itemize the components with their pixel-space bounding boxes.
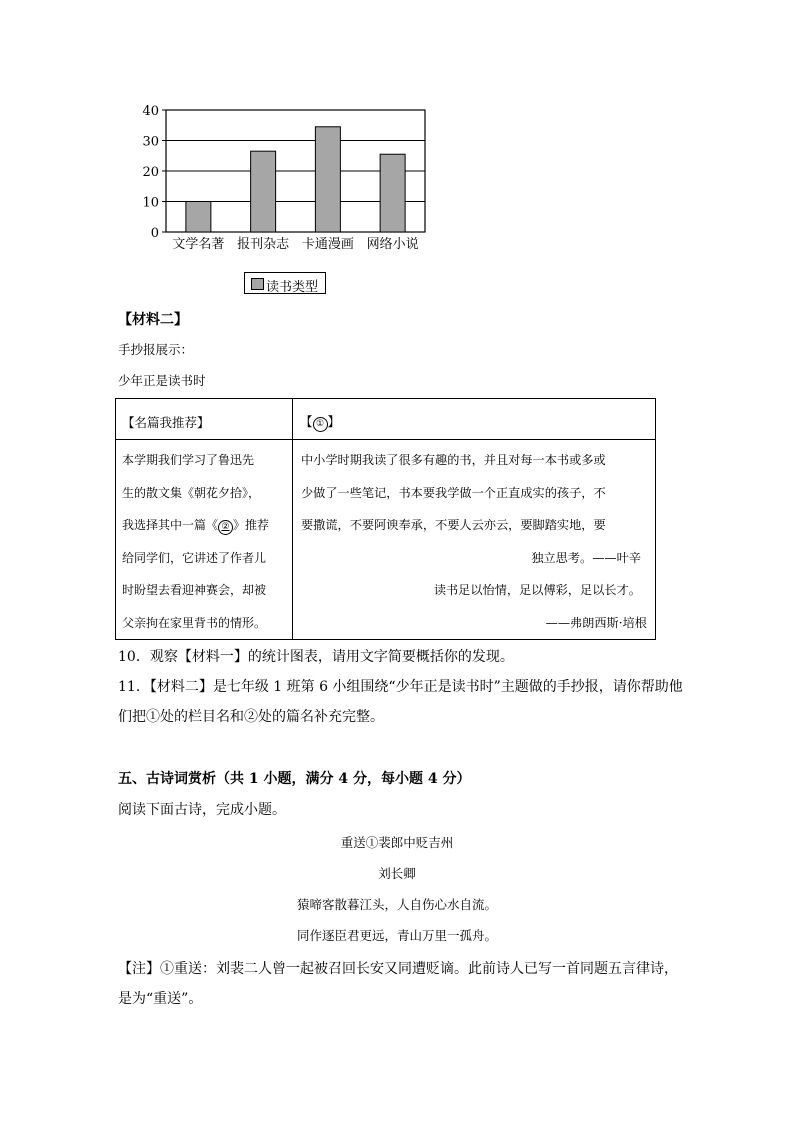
left-body: [116, 440, 292, 639]
quote-end: 独立思考。——叶辛: [531, 550, 641, 565]
left-line: [122, 509, 286, 542]
note-line-1: 【注】①重送：刘裴二人曾一起被召回长安又同遭贬谪。此前诗人已写一首同题五言律诗，: [118, 961, 678, 977]
x-tick-label: 卡通漫画: [301, 237, 354, 252]
quote2: 读书足以怡情，足以傅彩，足以长才。: [433, 583, 641, 597]
x-tick-label: 网络小说: [366, 237, 419, 252]
bar: [315, 127, 340, 232]
left-line: 时盼望去看迎神赛会，却被: [122, 583, 267, 597]
question-11-line2: 们把①处的栏目名和②处的篇名补充完整。: [118, 709, 384, 725]
quote2-author: ——弗朗西斯·培根: [545, 615, 647, 630]
poem-title: 重送①裴郎中贬吉州: [340, 835, 454, 850]
chart-bars: [186, 127, 405, 232]
y-tick-label: 10: [142, 195, 159, 211]
left-line-part: 》推荐: [233, 518, 270, 532]
left-header-cell: [116, 399, 293, 440]
x-tick-label: 报刊杂志: [237, 237, 290, 252]
section5-heading: 五、古诗词赏析（共 1 小题，满分 4 分，每小题 4 分）: [118, 771, 471, 787]
handbill-title: 少年正是读书时: [118, 373, 206, 388]
left-line: 生的散文集《朝花夕拾》，: [122, 485, 261, 500]
quote-line: 少做了一些笔记，书本要我学做一个正直成实的孩子，不: [301, 485, 606, 500]
y-tick-label: 0: [150, 226, 159, 241]
y-tick-label: 30: [142, 134, 159, 150]
material2-intro: 手抄报展示：: [118, 342, 194, 357]
blank-marker-1: ①: [313, 417, 328, 432]
quote-line: 要撒谎，不要阿谀奉承，不要人云亦云，要脚踏实地，要: [301, 518, 606, 532]
left-line: 本学期我们学习了鲁迅先: [122, 453, 255, 467]
bar: [380, 154, 405, 232]
material2-heading: 【材料二】: [118, 312, 188, 328]
left-body-cell: [116, 440, 293, 640]
section5-instruction: 阅读下面古诗，完成小题。: [118, 802, 286, 818]
x-tick-label: 文学名著: [172, 237, 225, 252]
bar-chart: [130, 98, 440, 258]
left-header: 【名篇我推荐】: [122, 415, 210, 430]
poem-line-2: 同作逐臣君更远，青山万里一孤舟。: [296, 928, 497, 943]
question-10: 10．观察【材料一】的统计图表，请用文字简要概括你的发现。: [118, 649, 514, 665]
left-line-part: 我选择其中一篇《: [122, 518, 219, 532]
bracket-close: 】: [327, 414, 341, 429]
bracket-open: 【: [300, 414, 313, 429]
blank-marker-2: ②: [218, 520, 233, 535]
legend-label: 读书类型: [266, 280, 319, 295]
chart-x-labels: [172, 236, 418, 252]
bar: [251, 151, 276, 232]
note-line-2: 是为“重送”。: [118, 991, 203, 1007]
chart-legend: [244, 272, 326, 294]
chart-y-ticks: [142, 104, 159, 241]
handbill-table: [115, 398, 656, 640]
legend-swatch: [251, 278, 264, 290]
right-header-cell: [293, 399, 656, 440]
y-tick-label: 40: [142, 104, 159, 119]
right-header: [293, 399, 655, 432]
bar: [186, 202, 211, 233]
left-line: 给同学们，它讲述了作者儿: [122, 550, 267, 565]
left-line: 父亲拘在家里背书的情形。: [122, 615, 267, 630]
question-11-line1: 11．【材料二】是七年级 1 班第 6 小组围绕“少年正是读书时”主题做的手抄报，请你帮助他: [118, 679, 683, 695]
right-body: [293, 440, 655, 639]
quote-line: 中小学时期我读了很多有趣的书，并且对每一本书或多或: [301, 453, 606, 467]
y-tick-label: 20: [142, 165, 159, 180]
poem-line-1: 猿啼客散暮江头，人自伤心水自流。: [296, 897, 497, 912]
right-body-cell: [293, 440, 656, 640]
poem-author: 刘长卿: [378, 866, 416, 881]
